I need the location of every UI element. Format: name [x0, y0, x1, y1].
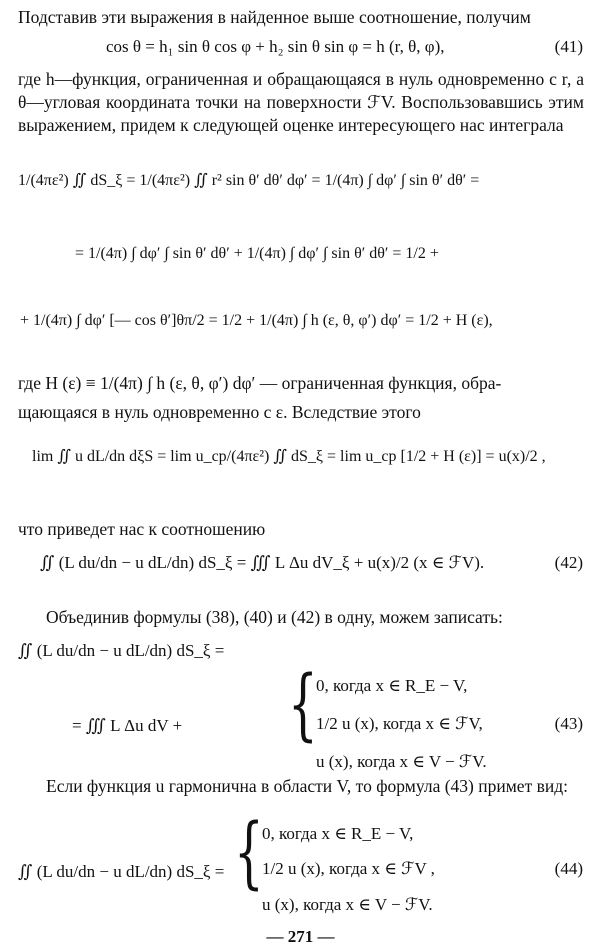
equation-44-number: (44): [554, 859, 583, 878]
equation-43-case-1: 0, когда x ∈ R_E − V,: [316, 676, 468, 695]
equation-44-brace: {: [234, 808, 264, 898]
equation-41-number: (41): [554, 37, 583, 56]
paragraph-harmonic: Если функция u гармонична в области V, то формула (43) примет вид:: [46, 776, 568, 796]
equation-43-left: ∬ (L du/dn − u dL/dn) dS_ξ =: [18, 641, 225, 660]
equation-43-case-3: u (x), когда x ∈ V − ℱV.: [316, 752, 487, 771]
equation-41: cos θ = h₁ sin θ cos φ + h₂ sin θ sin φ = h (r, θ, φ),: [106, 37, 445, 56]
paragraph-combine-formulas: Объединив формулы (38), (40) и (42) в одну, можем записать:: [46, 607, 503, 627]
equation-44-case-1: 0, когда x ∈ R_E − V,: [262, 824, 414, 843]
paragraph-intro: Подставив эти выражения в найденное выше соотношение, получим: [18, 7, 531, 27]
paragraph-H-definition-2: щающаяся в нуль одновременно с ε. Вследствие этого: [18, 402, 421, 422]
paragraph-leads-to: что приведет нас к соотношению: [18, 519, 266, 539]
integral-estimate-line-3: + 1/(4π) ∫ dφ′ [— cos θ′]θπ/2 = 1/2 + 1/(4π) ∫ h (ε, θ, φ′) dφ′ = 1/2 + H (ε),: [20, 312, 493, 329]
equation-44-left: ∬ (L du/dn − u dL/dn) dS_ξ =: [18, 862, 225, 881]
equation-42-number: (42): [554, 553, 583, 572]
equation-43-number: (43): [554, 714, 583, 733]
equation-44-case-3: u (x), когда x ∈ V − ℱV.: [262, 895, 433, 914]
equation-44-case-2: 1/2 u (x), когда x ∈ ℱV ,: [262, 859, 435, 878]
integral-estimate-line-2: = 1/(4π) ∫ dφ′ ∫ sin θ′ dθ′ + 1/(4π) ∫ dφ′ ∫ sin θ′ dθ′ = 1/2 +: [75, 245, 439, 262]
equation-43-case-2: 1/2 u (x), когда x ∈ ℱV,: [316, 714, 483, 733]
integral-estimate-line-1: 1/(4πε²) ∬ dS_ξ = 1/(4πε²) ∬ r² sin θ′ dθ′ dφ′ = 1/(4π) ∫ dφ′ ∫ sin θ′ dθ′ =: [18, 172, 480, 189]
equation-42: ∬ (L du/dn − u dL/dn) dS_ξ = ∭ L Δu dV_ξ + u(x)/2 (x ∈ ℱV).: [40, 553, 485, 572]
equation-43-middle: = ∭ L Δu dV +: [72, 716, 183, 735]
limit-equation: lim ∬ u dL/dn dξS = lim u_ср/(4πε²) ∬ dS_ξ = lim u_ср [1/2 + H (ε)] = u(x)/2 ,: [32, 448, 546, 465]
page-number: — 271 —: [266, 927, 335, 946]
paragraph-h-function: где h—функция, ограниченная и обращающаяся в нуль одновременно с r, а θ—угловая координата точки на поверхности ℱV. Воспользовавшись этим выражением, придем к следующей оценке интересующего нас интеграла: [18, 69, 584, 135]
paragraph-H-definition-1: где H (ε) ≡ 1/(4π) ∫ h (ε, θ, φ′) dφ′ — ограниченная функция, обра-: [18, 373, 502, 393]
equation-43-brace: {: [288, 660, 318, 750]
